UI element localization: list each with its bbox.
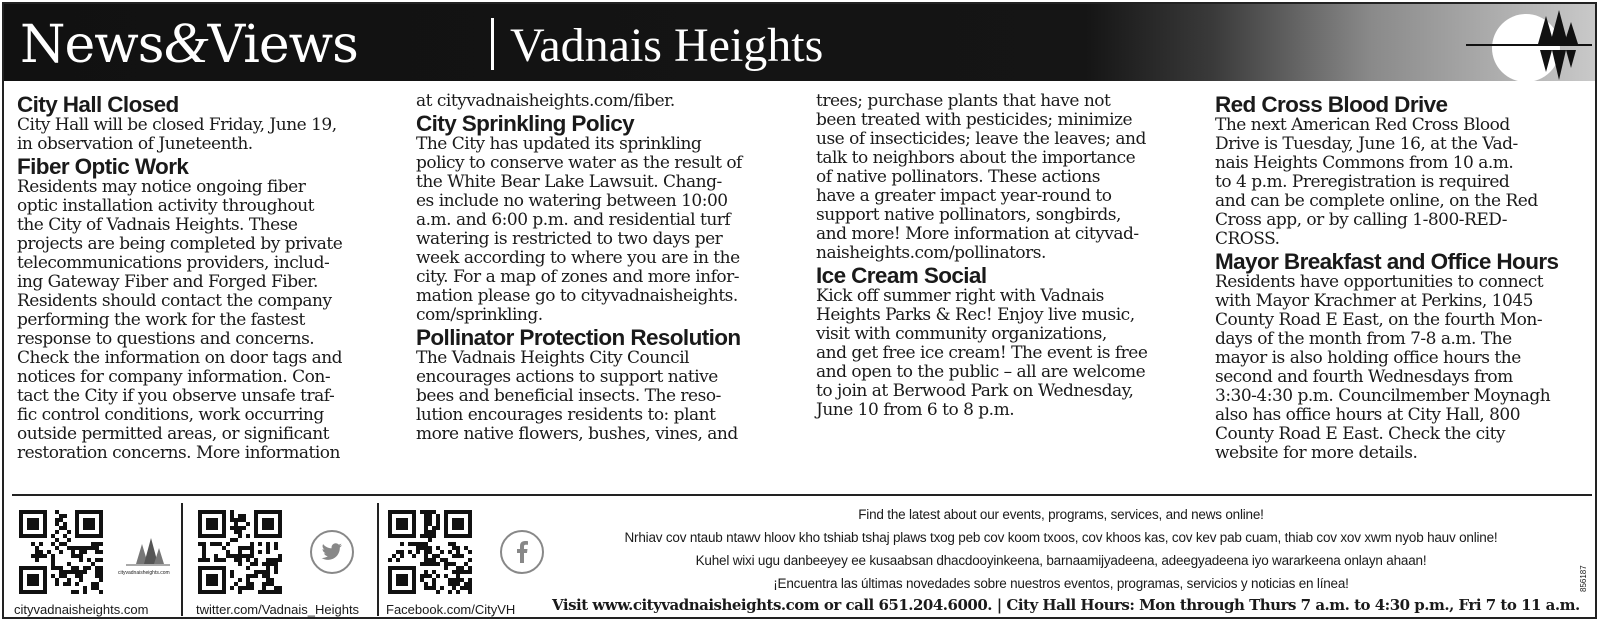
- footer-divider: [12, 494, 1592, 496]
- article-body: The City has updated its sprinkling policy to conserve water as the result of the White Bear Lake Lawsuit. Chang- es include no watering between 10:00 a.m. and 6:00 p.m. and residential turf watering is restricted to two days per week according to where you are in the city. For a map of zones and more infor- mation please go to cityvadnaisheights. com/sprinkling.: [416, 134, 742, 325]
- article-body: The Vadnais Heights City Council encourages actions to support native bees and beneficial insects. The reso- lution encourages residents to: plant more native flowers, bushes, vines, and: [416, 348, 738, 444]
- mini-logo-text: cityvadnaisheights.com: [118, 570, 170, 576]
- visit-text: Visit www.cityvadnaisheights.com or call 651.204.6000.: [552, 596, 992, 614]
- article-body: Residents have opportunities to connect with Mayor Krachmer at Perkins, 1045 County Road E East, on the fourth Mon- days of the month from 7-8 a.m. The mayor is also holding office hours the second and fourth Wednesdays from 3:30-4:30 p.m. Councilmember Moynagh also has office hours at City Hall, 800 County Road E East. Check the city website for more details.: [1215, 272, 1551, 463]
- article-title: Pollinator Protection Resolution: [416, 325, 741, 350]
- article-title: Fiber Optic Work: [17, 154, 189, 179]
- footer-separator: [377, 503, 379, 616]
- twitter-link[interactable]: twitter.com/Vadnais_Heights: [196, 602, 360, 617]
- article-body-continued: at cityvadnaisheights.com/fiber.: [416, 91, 675, 111]
- column-2: [416, 92, 786, 444]
- brand-word-views: Views: [207, 15, 358, 75]
- city-name: Vadnais Heights: [510, 19, 824, 72]
- column-4: [1215, 92, 1585, 463]
- ad-code: 856187: [1579, 565, 1588, 592]
- brand-divider: [491, 18, 494, 70]
- masthead: [4, 4, 1595, 81]
- online-message-hmong: Nrhiav cov ntaub ntawv hloov kho tshiab tshaj plaws txog peb cov koom txoos, cov khoos kas, cov kev pab cuam, thiab cov xov xwm nyob hauv online!: [624, 530, 1498, 545]
- article-body-continued: trees; purchase plants that have not been treated with pesticides; minimize use of insecticides; leave the leaves; and talk to neighbors about the importance of native pollinators. These actions have a greater impact year-round to support native pollinators, songbirds, and more! More information at cityvad- naisheights.com/pollinators.: [816, 91, 1146, 263]
- brand-title: [20, 7, 358, 81]
- article-body: The next American Red Cross Blood Drive is Tuesday, June 16, at the Vad- nais Heights Commons from 10 a.m. to 4 p.m. Preregistration is required and can be complete online, on the Red Cross app, or by calling 1-800-RED- CROSS.: [1215, 115, 1538, 249]
- article-body: Residents may notice ongoing fiber optic installation activity throughout the City of Vadnais Heights. These projects are being completed by private telecommunications providers, includ- ing Gateway Fiber and Forged Fiber. Residents should contact the company performing the work for the fastest response to questions and concerns. Check the information on door tags and notices for company information. Con- tact the City if you observe unsafe traf- fic control conditions, work occurring outside permitted areas, or significant restoration concerns. More information: [17, 177, 343, 463]
- footer-separator: [181, 503, 183, 616]
- online-message-english: Find the latest about our events, programs, services, and news online!: [858, 507, 1264, 522]
- article-body: City Hall will be closed Friday, June 19, in observation of Juneteenth.: [17, 115, 337, 154]
- website-link[interactable]: cityvadnaisheights.com: [14, 602, 149, 617]
- article-title: City Hall Closed: [17, 92, 179, 117]
- city-hall-hours: City Hall Hours: Mon through Thurs 7 a.m. to 4:30 p.m., Fri 7 to 11 a.m.: [1006, 596, 1580, 614]
- brand-word-news: News: [20, 15, 164, 75]
- qr-code-facebook[interactable]: [388, 510, 472, 594]
- brand-ampersand: &: [163, 10, 208, 75]
- qr-code-website[interactable]: [19, 510, 103, 594]
- contact-line: Visit www.cityvadnaisheights.com or call 651.204.6000. | City Hall Hours: Mon through Thurs 7 a.m. to 4:30 p.m., Fri 7 to 11 a.m.: [552, 596, 1580, 614]
- column-3: [816, 92, 1186, 420]
- newsletter-frame: [2, 2, 1597, 619]
- article-title: City Sprinkling Policy: [416, 111, 635, 136]
- article-title: Ice Cream Social: [816, 263, 987, 288]
- article-title: Mayor Breakfast and Office Hours: [1215, 249, 1559, 274]
- online-message-somali: Kuhel wixi ugu danbeeyey ee kusaabsan dhacdooyinkeena, barnaamijyadeena, adeegyadeena iyo wararkeena onlayn ahaan!: [695, 553, 1427, 568]
- article-body: Kick off summer right with Vadnais Heights Parks & Rec! Enjoy live music, visit with community organizations, and get free ice cream! The event is free and open to the public – all are welcome to join at Berwood Park on Wednesday, June 10 from 6 to 8 p.m.: [816, 286, 1148, 420]
- online-message-spanish: ¡Encuentra las últimas novedades sobre nuestros eventos, programas, servicios y noticias en línea!: [773, 576, 1349, 591]
- pine-trees-sun-logo-icon: [1466, 8, 1592, 82]
- facebook-link[interactable]: Facebook.com/CityVH: [386, 602, 516, 617]
- twitter-icon[interactable]: [310, 530, 354, 574]
- column-1: [17, 92, 387, 463]
- article-title: Red Cross Blood Drive: [1215, 92, 1448, 117]
- qr-code-twitter[interactable]: [198, 510, 282, 594]
